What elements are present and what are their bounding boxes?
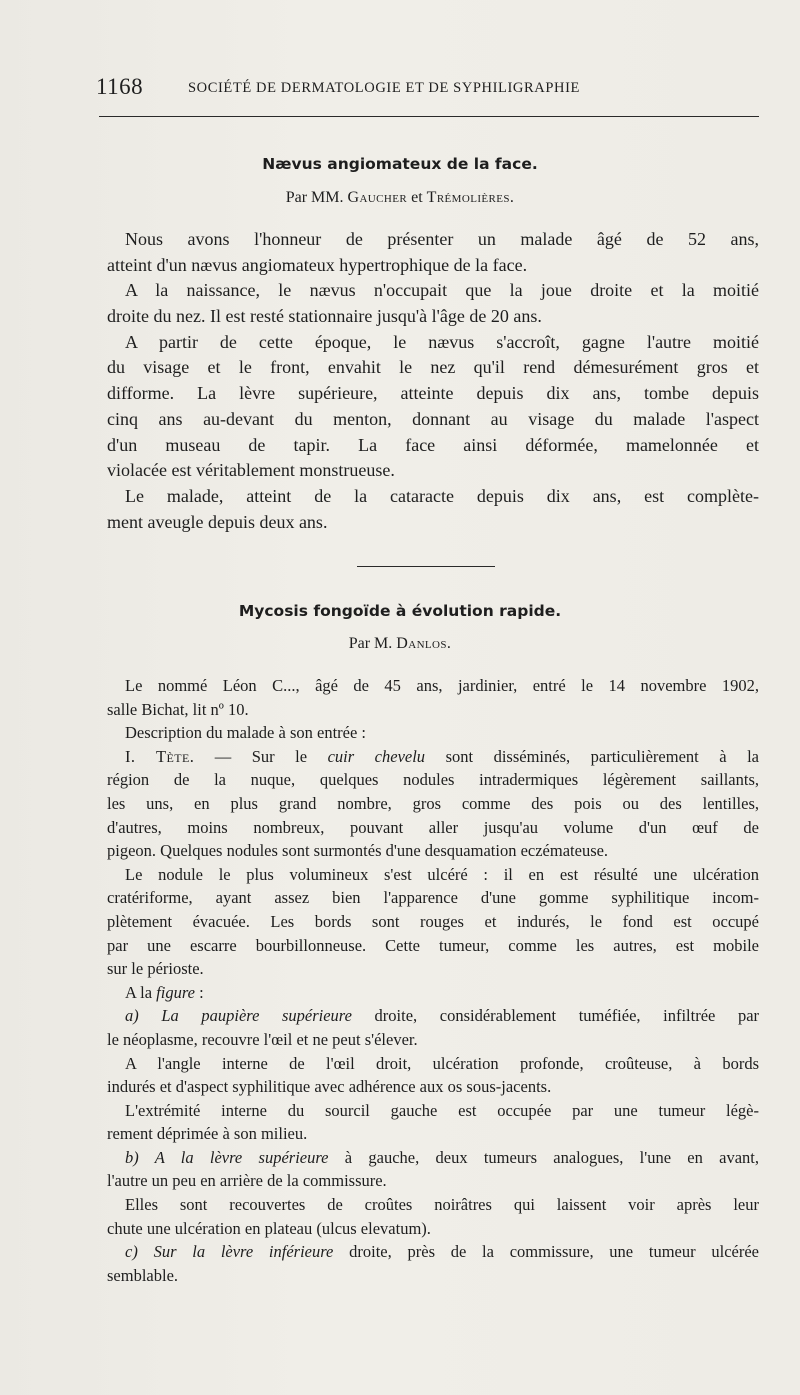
text-line: sur le périoste.	[107, 959, 204, 979]
author-tremolieres: Trémolières.	[426, 189, 515, 206]
text-line: Elles sont recouvertes de croûtes noirâtres qui laissent voir après leur	[125, 1195, 759, 1215]
text-line: A la naissance, le nævus n'occupait que la joue droite et la moitié	[125, 280, 759, 301]
article2-title: Mycosis fongoïde à évolution rapide.	[238, 602, 562, 620]
section-label-tete: I. Tète.	[125, 746, 195, 766]
text-line: Nous avons l'honneur de présenter un malade âgé de 52 ans,	[125, 229, 759, 249]
text-line: b) A la lèvre supérieure à gauche, deux tumeurs analogues, l'une en avant,	[125, 1147, 759, 1167]
text-line: violacée est véritablement monstrueuse.	[107, 460, 395, 481]
text-line: I. Tète. — Sur le cuir chevelu sont disséminés, particulièrement à la	[125, 746, 759, 766]
text-line: par une escarre bourbillonneuse. Cette tumeur, comme les autres, est mobile	[107, 935, 759, 955]
text-line: région de la nuque, quelques nodules intradermiques légèrement saillants,	[107, 770, 759, 790]
text-line: A partir de cette époque, le nævus s'accroît, gagne l'autre moitié	[125, 331, 759, 352]
text-line: Le nodule le plus volumineux s'est ulcéré : il en est résulté une ulcération	[125, 864, 759, 884]
text-line: a) La paupière supérieure droite, considérablement tuméfiée, infiltrée par	[125, 1006, 759, 1026]
text-line: droite du nez. Il est resté stationnaire jusqu'à l'âge de 20 ans.	[107, 306, 542, 327]
text-line: le néoplasme, recouvre l'œil et ne peut s'élever.	[107, 1029, 418, 1049]
text-line: Description du malade à son entrée :	[125, 723, 366, 743]
text-line: c) Sur la lèvre inférieure droite, près de la commissure, une tumeur ulcérée	[125, 1242, 759, 1262]
text-line: A l'angle interne de l'œil droit, ulcération profonde, croûteuse, à bords	[125, 1053, 759, 1073]
text-line: du visage et le front, envahit le nez qu'il rend démesurément gros et	[107, 357, 759, 378]
text-line: cinq ans au-devant du menton, donnant au visage du malade l'aspect	[107, 408, 759, 429]
text-line: les uns, en plus grand nombre, gros comme des pois ou des lentilles,	[107, 793, 759, 813]
article2-byline: Par M. Danlos.	[348, 635, 452, 652]
author-gaucher: Gaucher	[347, 189, 408, 206]
text-line: chute une ulcération en plateau (ulcus elevatum).	[107, 1218, 431, 1238]
article1-title: Nævus angiomateux de la face.	[262, 155, 538, 173]
text-line: Le nommé Léon C..., âgé de 45 ans, jardinier, entré le 14 novembre 1902,	[125, 676, 759, 695]
text-line: rement déprimée à son milieu.	[107, 1124, 308, 1144]
text-line: ment aveugle depuis deux ans.	[107, 511, 328, 532]
text-line: cratériforme, ayant assez bien l'apparence d'une gomme syphilitique incom-	[107, 888, 759, 908]
section-separator	[357, 566, 495, 567]
text-line: atteint d'un nævus angiomateux hypertrophique de la face.	[107, 254, 528, 275]
text-line: indurés et d'aspect syphilitique avec adhérence aux os sous-jacents.	[107, 1077, 552, 1097]
text-line: d'un museau de tapir. La face ainsi déformée, mamelonnée et	[107, 434, 759, 455]
text-line: plètement évacuée. Les bords sont rouges et indurés, le fond est occupé	[107, 911, 759, 931]
running-title: SOCIÉTÉ DE DERMATOLOGIE ET DE SYPHILIGRAPHIE	[188, 80, 580, 96]
text-line: A la figure :	[125, 982, 204, 1002]
text-line: semblable.	[107, 1265, 179, 1285]
text-line: L'extrémité interne du sourcil gauche est occupée par une tumeur légè-	[125, 1100, 759, 1120]
text-line: d'autres, moins nombreux, pouvant aller jusqu'au volume d'un œuf de	[107, 817, 759, 837]
text-line: difforme. La lèvre supérieure, atteinte depuis dix ans, tombe depuis	[107, 383, 759, 404]
text-line: pigeon. Quelques nodules sont surmontés d'une desquamation eczémateuse.	[107, 841, 609, 861]
page-header	[96, 74, 758, 104]
text-line: l'autre un peu en arrière de la commissure.	[107, 1171, 387, 1191]
article1-byline: Par MM. Gaucher et Trémolières.	[285, 189, 515, 206]
text-line: Le malade, atteint de la cataracte depuis dix ans, est complète-	[125, 485, 759, 506]
article1-body	[107, 227, 759, 535]
author-danlos: Danlos.	[396, 635, 452, 652]
page-number: 1168	[96, 74, 144, 99]
text-line: salle Bichat, lit nº 10.	[107, 699, 249, 719]
header-rule	[99, 116, 759, 117]
article2-body	[107, 674, 759, 1287]
